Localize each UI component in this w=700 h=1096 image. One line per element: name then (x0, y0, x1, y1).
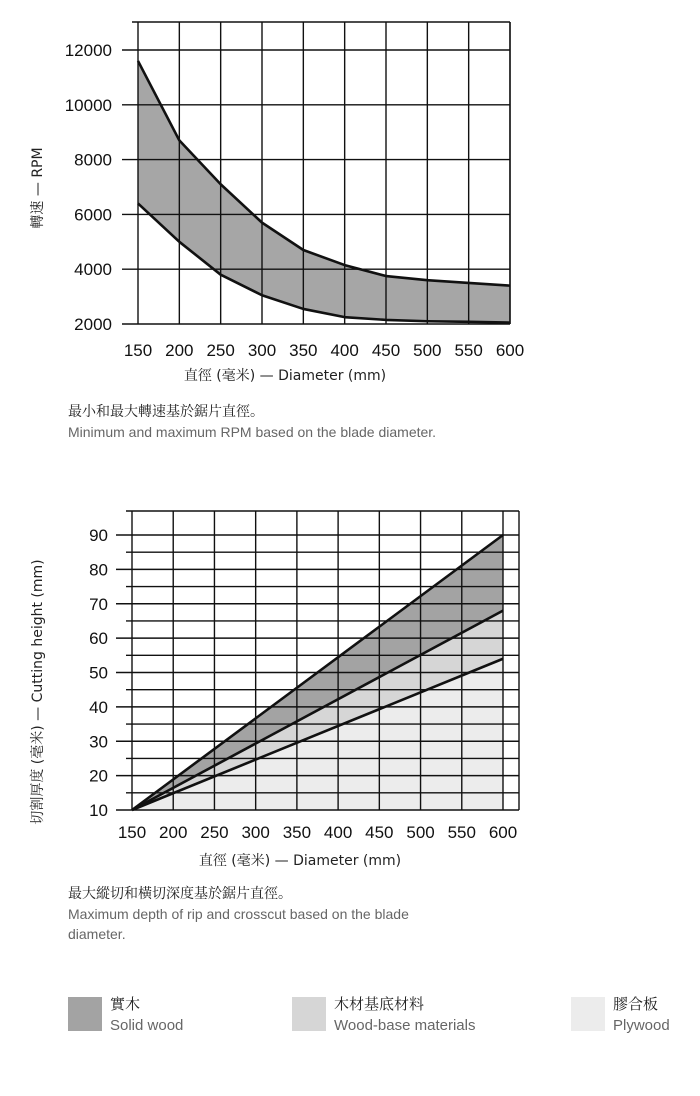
y-tick-label: 20 (89, 766, 108, 786)
x-tick-label: 200 (159, 823, 188, 842)
y-tick-label: 6000 (74, 205, 112, 225)
x-tick-label: 500 (413, 341, 442, 360)
y-axis-label: 轉速 — RPM (30, 147, 46, 229)
x-tick-label: 150 (117, 823, 147, 842)
y-tick-label: 10 (89, 801, 108, 820)
x-tick-label: 550 (447, 823, 476, 842)
y-tick-label: 50 (89, 663, 108, 683)
x-tick-label: 250 (200, 823, 229, 842)
legend-label-zh: 木材基底材料 (334, 995, 425, 1013)
x-tick-label: 400 (330, 341, 359, 360)
x-tick-label: 500 (406, 823, 435, 842)
legend-label-en: Plywood (613, 1017, 670, 1034)
legend-label-en: Solid wood (110, 1017, 184, 1034)
x-tick-label: 450 (365, 823, 394, 842)
height-caption-en-2: diameter. (68, 926, 126, 942)
x-tick-label: 300 (247, 341, 277, 360)
y-tick-label: 90 (89, 526, 108, 545)
cutting-height-chart (29, 511, 519, 869)
x-tick-label: 150 (123, 341, 153, 360)
y-tick-label: 10000 (64, 95, 112, 115)
y-axis-label: 切割厚度 (毫米) — Cutting height (mm) (30, 559, 46, 825)
y-tick-label: 60 (89, 629, 108, 649)
y-tick-label: 80 (89, 560, 108, 580)
height-caption-en-1: Maximum depth of rip and crosscut based on the blade (68, 906, 409, 922)
x-tick-label: 350 (282, 823, 312, 842)
y-tick-label: 8000 (74, 150, 112, 170)
x-tick-label: 600 (488, 823, 518, 842)
legend-swatch-wood-base (292, 997, 326, 1031)
legend-swatch-solid-wood (68, 997, 102, 1031)
y-tick-label: 40 (89, 697, 108, 717)
y-tick-label: 30 (89, 732, 108, 752)
x-axis-label: 直徑 (毫米) — Diameter (mm) (198, 853, 402, 869)
x-tick-label: 250 (206, 341, 235, 360)
rpm-caption-en: Minimum and maximum RPM based on the blade diameter. (68, 424, 437, 440)
y-tick-label: 70 (89, 594, 108, 614)
x-tick-label: 450 (371, 341, 401, 360)
height-caption-zh: 最大縱切和橫切深度基於鋸片直徑。 (68, 886, 292, 902)
legend-label-en: Wood-base materials (334, 1017, 476, 1034)
x-axis-label: 直徑 (毫米) — Diameter (mm) (183, 368, 387, 384)
x-tick-label: 350 (289, 341, 318, 360)
height-caption (68, 884, 409, 944)
x-tick-label: 550 (454, 341, 483, 360)
rpm-chart (29, 22, 524, 384)
x-tick-label: 200 (165, 341, 194, 360)
x-tick-label: 600 (495, 341, 525, 360)
legend-swatch-plywood (571, 997, 605, 1031)
rpm-caption-zh: 最小和最大轉速基於鋸片直徑。 (68, 404, 264, 420)
legend-label-zh: 實木 (110, 995, 141, 1013)
x-tick-label: 400 (323, 823, 353, 842)
rpm-caption (68, 402, 436, 442)
x-tick-label: 300 (241, 823, 270, 842)
y-tick-label: 4000 (74, 260, 112, 280)
legend-label-zh: 膠合板 (613, 995, 659, 1013)
y-tick-label: 12000 (64, 41, 112, 60)
y-tick-label: 2000 (74, 315, 112, 334)
band-fill-0 (138, 61, 510, 323)
